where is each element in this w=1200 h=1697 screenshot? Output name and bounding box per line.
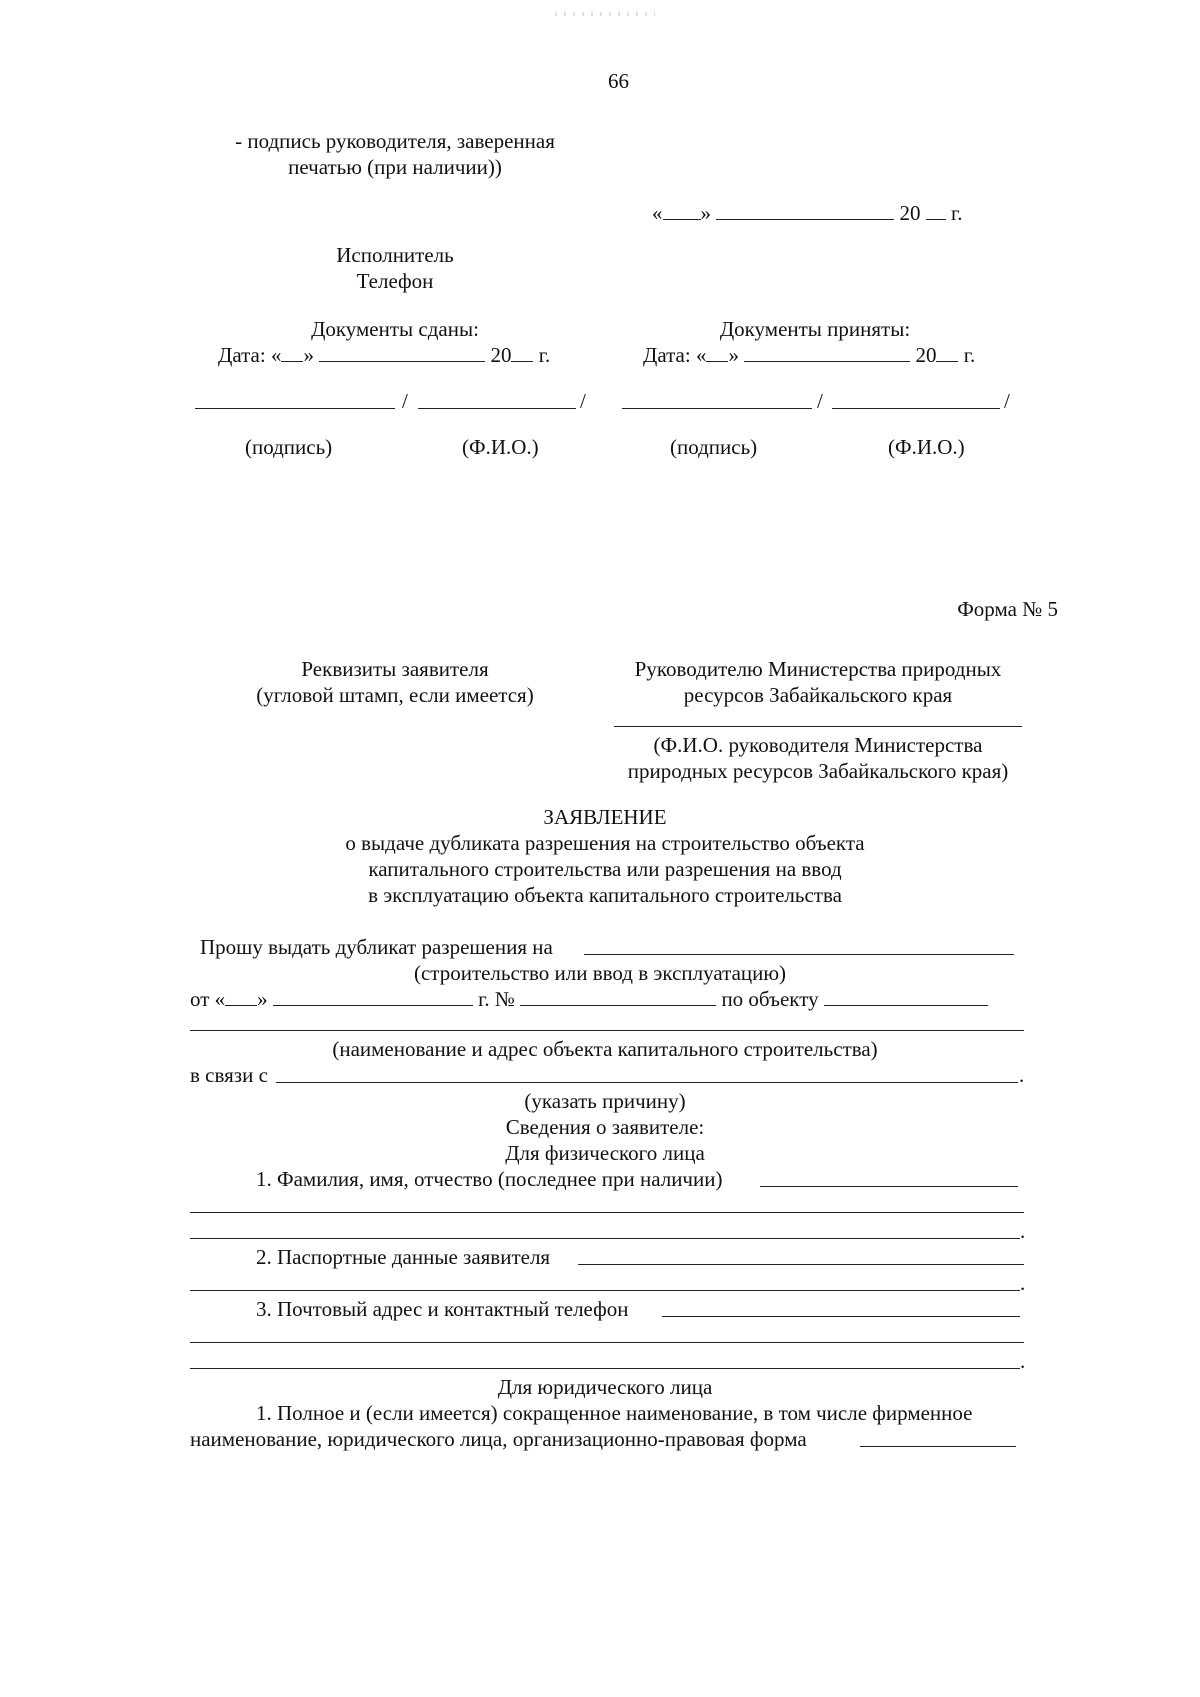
address-blank[interactable] bbox=[662, 1316, 1020, 1317]
addressee-caption-line2: природных ресурсов Забайкальского края) bbox=[627, 759, 1009, 783]
applicant-details-line1: Реквизиты заявителя bbox=[301, 657, 489, 681]
addressee-line1: Руководителю Министерства природных bbox=[634, 657, 1002, 681]
phone-label: Телефон bbox=[356, 269, 434, 293]
subtitle-line1: о выдаче дубликата разрешения на строительство объекта bbox=[345, 831, 865, 855]
submitted-signature-blank[interactable] bbox=[195, 408, 395, 409]
submitted-title: Документы сданы: bbox=[311, 317, 479, 341]
year-suffix: г. bbox=[538, 343, 551, 367]
month-blank[interactable] bbox=[319, 343, 485, 362]
passport-blank[interactable] bbox=[578, 1264, 1024, 1265]
permit-type-blank[interactable] bbox=[584, 954, 1014, 955]
accepted-name-blank[interactable] bbox=[832, 408, 1000, 409]
slash: / bbox=[580, 389, 586, 413]
individual-item-passport: 2. Паспортные данные заявителя bbox=[256, 1245, 551, 1269]
date-close-quote: » bbox=[728, 343, 739, 367]
year-suffix: г. bbox=[963, 343, 976, 367]
individual-item-address: 3. Почтовый адрес и контактный телефон bbox=[256, 1297, 629, 1321]
year-suffix: г. bbox=[951, 201, 963, 225]
submitted-date-field bbox=[218, 342, 550, 368]
month-blank[interactable] bbox=[716, 201, 894, 220]
slash: / bbox=[402, 389, 408, 413]
object-name-address-blank[interactable] bbox=[190, 1030, 1024, 1031]
accepted-name-caption: (Ф.И.О.) bbox=[888, 435, 965, 459]
year-blank[interactable] bbox=[511, 343, 533, 362]
from-close: » bbox=[257, 987, 268, 1011]
address-blank-2[interactable] bbox=[190, 1342, 1024, 1343]
year-number-label: г. № bbox=[478, 987, 515, 1011]
reason-caption: (указать причину) bbox=[524, 1089, 686, 1113]
legal-heading: Для юридического лица bbox=[497, 1375, 713, 1399]
applicant-info-heading: Сведения о заявителе: bbox=[505, 1115, 705, 1139]
date-prefix: Дата: « bbox=[643, 343, 707, 367]
date-close-quote: » bbox=[700, 201, 711, 225]
document-title: ЗАЯВЛЕНИЕ bbox=[543, 805, 667, 829]
accepted-signature-blank[interactable] bbox=[622, 408, 812, 409]
legal-item1-line1: 1. Полное и (если имеется) сокращенное наименование, в том числе фирменное bbox=[256, 1401, 973, 1425]
subtitle-line3: в эксплуатацию объекта капитального строительства bbox=[368, 883, 842, 907]
submitted-name-caption: (Ф.И.О.) bbox=[462, 435, 539, 459]
year-blank[interactable] bbox=[936, 343, 958, 362]
legal-name-blank[interactable] bbox=[860, 1446, 1016, 1447]
signature-note-line1: - подпись руководителя, заверенная bbox=[235, 129, 555, 153]
month-blank[interactable] bbox=[744, 343, 910, 362]
individual-heading: Для физического лица bbox=[505, 1141, 705, 1165]
slash: / bbox=[817, 389, 823, 413]
addressee-line2: ресурсов Забайкальского края bbox=[683, 683, 953, 707]
permit-number-blank[interactable] bbox=[520, 987, 716, 1006]
period: . bbox=[1020, 1271, 1026, 1295]
year-prefix: 20 bbox=[490, 343, 512, 367]
applicant-details-line2: (угловой штамп, если имеется) bbox=[256, 683, 534, 707]
request-prefix: Прошу выдать дубликат разрешения на bbox=[200, 935, 553, 959]
year-blank[interactable] bbox=[926, 201, 946, 220]
object-blank[interactable] bbox=[824, 987, 988, 1006]
individual-item-fullname: 1. Фамилия, имя, отчество (последнее при наличии) bbox=[256, 1167, 723, 1191]
period: . bbox=[1020, 1349, 1026, 1373]
fullname-blank-2[interactable] bbox=[190, 1212, 1024, 1213]
reason-prefix: в связи с bbox=[190, 1063, 268, 1087]
executor-label: Исполнитель bbox=[336, 243, 454, 267]
submitted-sign-caption: (подпись) bbox=[245, 435, 333, 459]
day-blank[interactable] bbox=[663, 201, 701, 220]
fullname-blank-3[interactable] bbox=[190, 1238, 1020, 1239]
top-date-field bbox=[652, 200, 963, 226]
accepted-title: Документы приняты: bbox=[719, 317, 911, 341]
year-prefix: 20 bbox=[899, 201, 921, 225]
permit-month-year-blank[interactable] bbox=[273, 987, 473, 1006]
address-blank-3[interactable] bbox=[190, 1368, 1020, 1369]
reason-blank[interactable] bbox=[276, 1082, 1018, 1083]
by-object-label: по объекту bbox=[721, 987, 819, 1011]
accepted-sign-caption: (подпись) bbox=[670, 435, 758, 459]
page-number: 66 bbox=[608, 69, 629, 93]
legal-item1-line2: наименование, юридического лица, организационно-правовая форма bbox=[190, 1427, 807, 1451]
day-blank[interactable] bbox=[706, 343, 728, 362]
addressee-caption-line1: (Ф.И.О. руководителя Министерства bbox=[653, 733, 983, 757]
submitted-name-blank[interactable] bbox=[418, 408, 576, 409]
addressee-name-blank[interactable] bbox=[614, 726, 1022, 727]
year-prefix: 20 bbox=[915, 343, 937, 367]
form-number: Форма № 5 bbox=[957, 597, 1058, 621]
passport-blank-2[interactable] bbox=[190, 1290, 1020, 1291]
date-close-quote: » bbox=[303, 343, 314, 367]
fullname-blank[interactable] bbox=[760, 1186, 1018, 1187]
from-prefix: от « bbox=[190, 987, 226, 1011]
date-prefix: Дата: « bbox=[218, 343, 282, 367]
scan-artifact bbox=[555, 12, 655, 16]
permit-day-blank[interactable] bbox=[225, 987, 257, 1006]
slash: / bbox=[1004, 389, 1010, 413]
permit-date-row bbox=[190, 986, 988, 1012]
signature-note-line2: печатью (при наличии)) bbox=[288, 155, 502, 179]
object-caption: (наименование и адрес объекта капитального строительства) bbox=[332, 1037, 878, 1061]
day-blank[interactable] bbox=[281, 343, 303, 362]
period: . bbox=[1020, 1219, 1026, 1243]
subtitle-line2: капитального строительства или разрешения на ввод bbox=[368, 857, 842, 881]
request-caption: (строительство или ввод в эксплуатацию) bbox=[413, 961, 787, 985]
period: . bbox=[1019, 1063, 1025, 1087]
accepted-date-field bbox=[643, 342, 975, 368]
date-open-quote: « bbox=[652, 201, 663, 225]
